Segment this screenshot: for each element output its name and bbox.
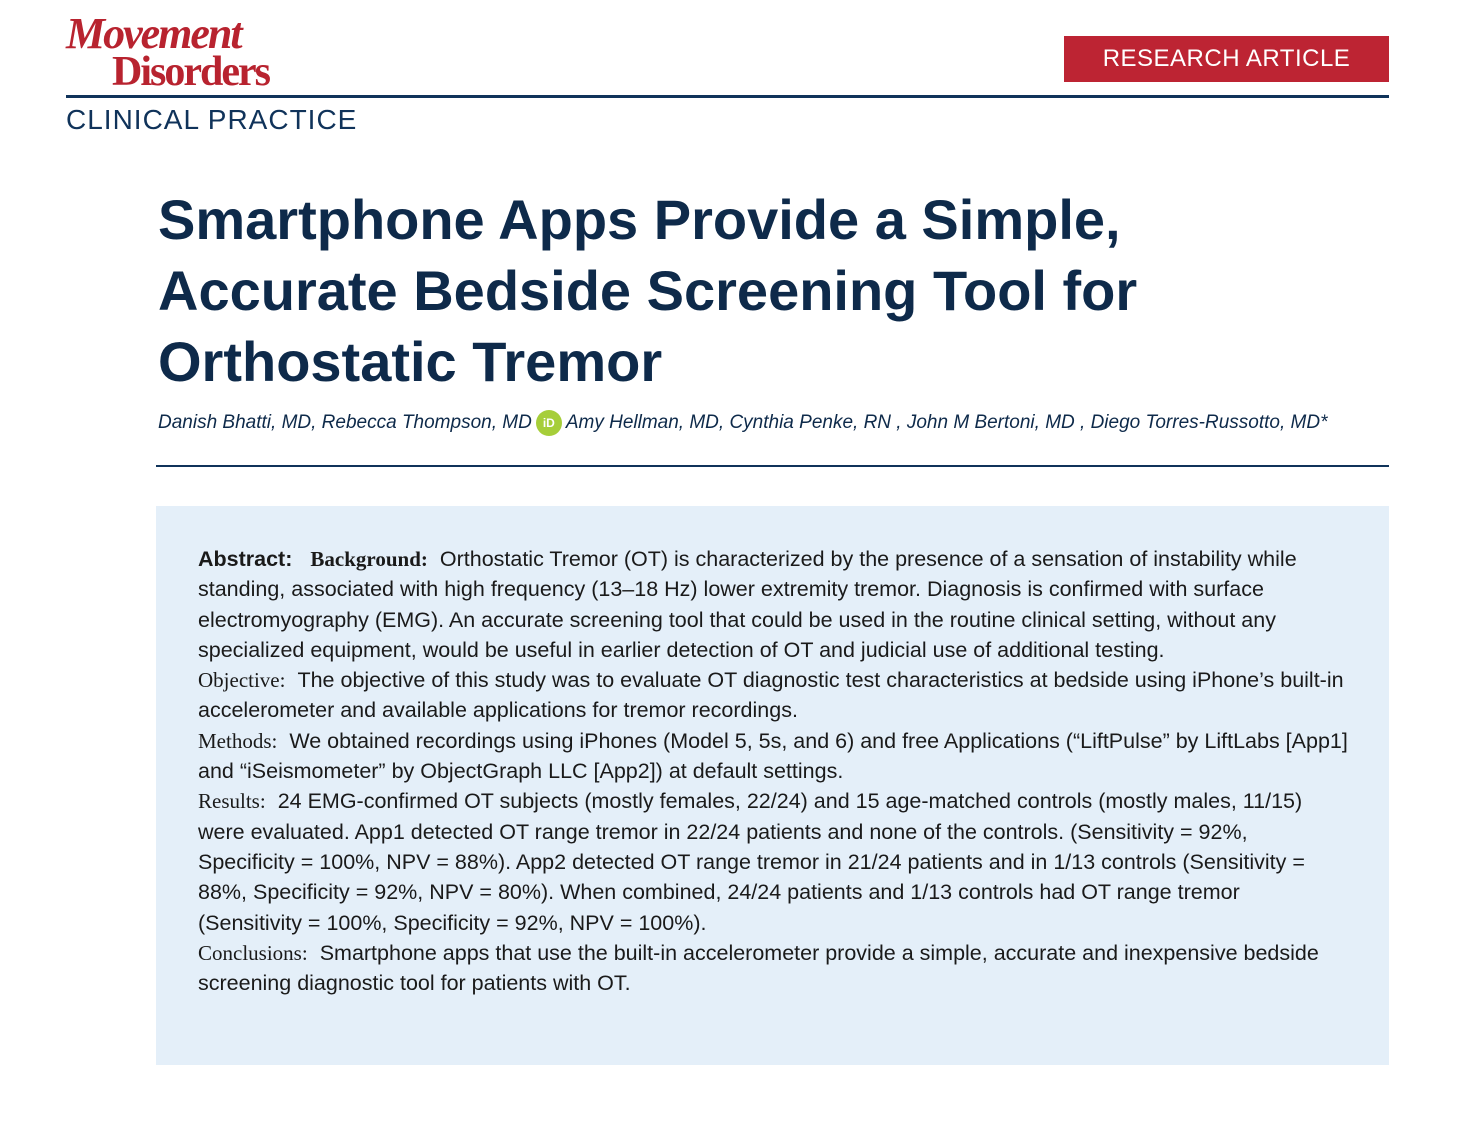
conclusions-text: Smartphone apps that use the built-in accelerometer provide a simple, accurate and inexpensive bedside screening diagnostic tool for patients with OT. [198,940,1319,996]
title-divider [156,465,1389,467]
background-text: Orthostatic Tremor (OT) is characterized by the presence of a sensation of instability while standing, associated with high frequency (13–18 Hz) lower extremity tremor. Diagnosis is confirmed with surface electromyography (EMG). An accurate screening tool that could be used in the routine clinical setting, without any specialized equipment, would be useful in earlier detection of OT and judicial use of additional testing. [198,547,1297,662]
abstract-results [198,786,1348,937]
title-line: Orthostatic Tremor [158,330,663,393]
objective-text: The objective of this study was to evaluate OT diagnostic test characteristics at bedside using iPhone’s built-in accelerometer and available applications for tremor recordings. [198,668,1344,723]
author-list [158,410,1327,436]
conclusions-label: Conclusions: [198,940,308,965]
title-line: Smartphone Apps Provide a Simple, [158,188,1121,251]
results-label: Results: [198,789,266,814]
methods-text: We obtained recordings using iPhones (Model 5, 5s, and 6) and free Applications (“LiftPulse” by LiftLabs [App1] and “iSeismometer” by ObjectGraph LLC [App2]) at default settings. [198,728,1348,784]
journal-section: CLINICAL PRACTICE [66,104,358,135]
article-title [158,184,1338,397]
abstract-box [156,506,1389,1065]
title-line: Accurate Bedside Screening Tool for [158,259,1138,322]
abstract-methods [198,726,1348,787]
abstract-content [198,544,1348,998]
background-label: Background: [310,547,428,571]
logo-line-1: Movement [66,9,241,58]
header-divider [66,95,1389,98]
abstract-conclusions [198,938,1348,999]
authors-text-2: Amy Hellman, MD, Cynthia Penke, RN , John M Bertoni, MD , Diego Torres-Russotto, MD* [565,412,1328,433]
abstract-background [198,544,1348,665]
orcid-icon[interactable]: iD [536,410,562,436]
abstract-label: Abstract: [198,547,293,571]
article-type-badge: RESEARCH ARTICLE [1064,36,1389,82]
logo-line-2: Disorders [112,48,269,95]
authors-text-1: Danish Bhatti, MD, Rebecca Thompson, MD [158,412,532,433]
journal-logo [66,9,269,95]
abstract-objective [198,665,1348,726]
results-text: 24 EMG-confirmed OT subjects (mostly females, 22/24) and 15 age-matched controls (mostly males, 11/15) were evaluated. App1 detected OT range tremor in 22/24 patients and none of the controls. (Sensitivity = 92%, Specificity = 100%, NPV = 88%). App2 detected OT range tremor in 21/24 patients and in 1/13 controls (Sensitivity = 88%, Specificity = 92%, NPV = 80%). When combined, 24/24 patients and 1/13 controls had OT range tremor (Sensitivity = 100%, Specificity = 92%, NPV = 100%). [198,789,1305,935]
objective-label: Objective: [198,668,286,693]
methods-label: Methods: [198,728,278,753]
